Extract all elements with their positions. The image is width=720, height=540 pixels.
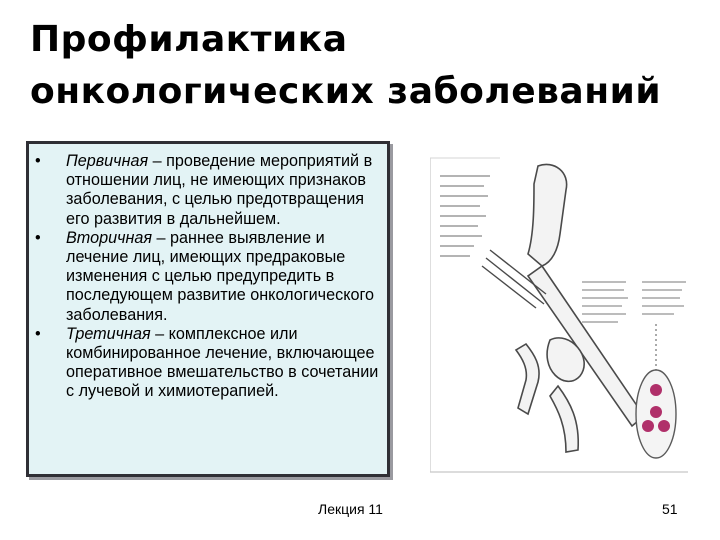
title-line-1: Профилактика [30,19,348,60]
bullet-term: Первичная [66,152,149,170]
bullet-dot: • [35,152,41,170]
bullet-term: Вторичная [66,228,153,247]
bullet-text: – раннее выявление и лечение лиц, имеющих предраковые изменения с целью предупредить в последующем развитие онкологического заболевания. [66,228,375,324]
bullet-text: – комплексное или комбинированное лечение, включающее оперативное вмешательство в сочетании с лучевой и химиотерапией. [66,324,379,401]
bullet-item-primary [35,152,381,229]
cell [650,384,662,396]
bullet-term: Третичная [66,324,151,343]
bullet-item-tertiary [35,325,381,402]
title-line-2: онкологических заболеваний [30,71,662,112]
footer-label: Лекция 11 [318,501,383,517]
slide-title [30,14,690,118]
bullet-text-box [26,141,390,477]
bullet-list [29,144,387,402]
caption-middle [582,282,628,322]
cell [650,406,662,418]
bullet-item-secondary [35,229,381,325]
caption-top-left [440,176,490,256]
cell [642,420,654,432]
bullet-dot: • [35,324,41,343]
endoscope-diagram-icon [430,154,692,474]
page-number: 51 [662,501,678,517]
magnified-view [636,370,676,458]
cell [658,420,670,432]
bullet-dot: • [35,228,41,247]
caption-right [642,282,686,314]
bullet-text: – проведение мероприятий в отношении лиц, не имеющих признаков заболевания, с целью предотвращения его развития в дальнейшем. [66,152,373,228]
